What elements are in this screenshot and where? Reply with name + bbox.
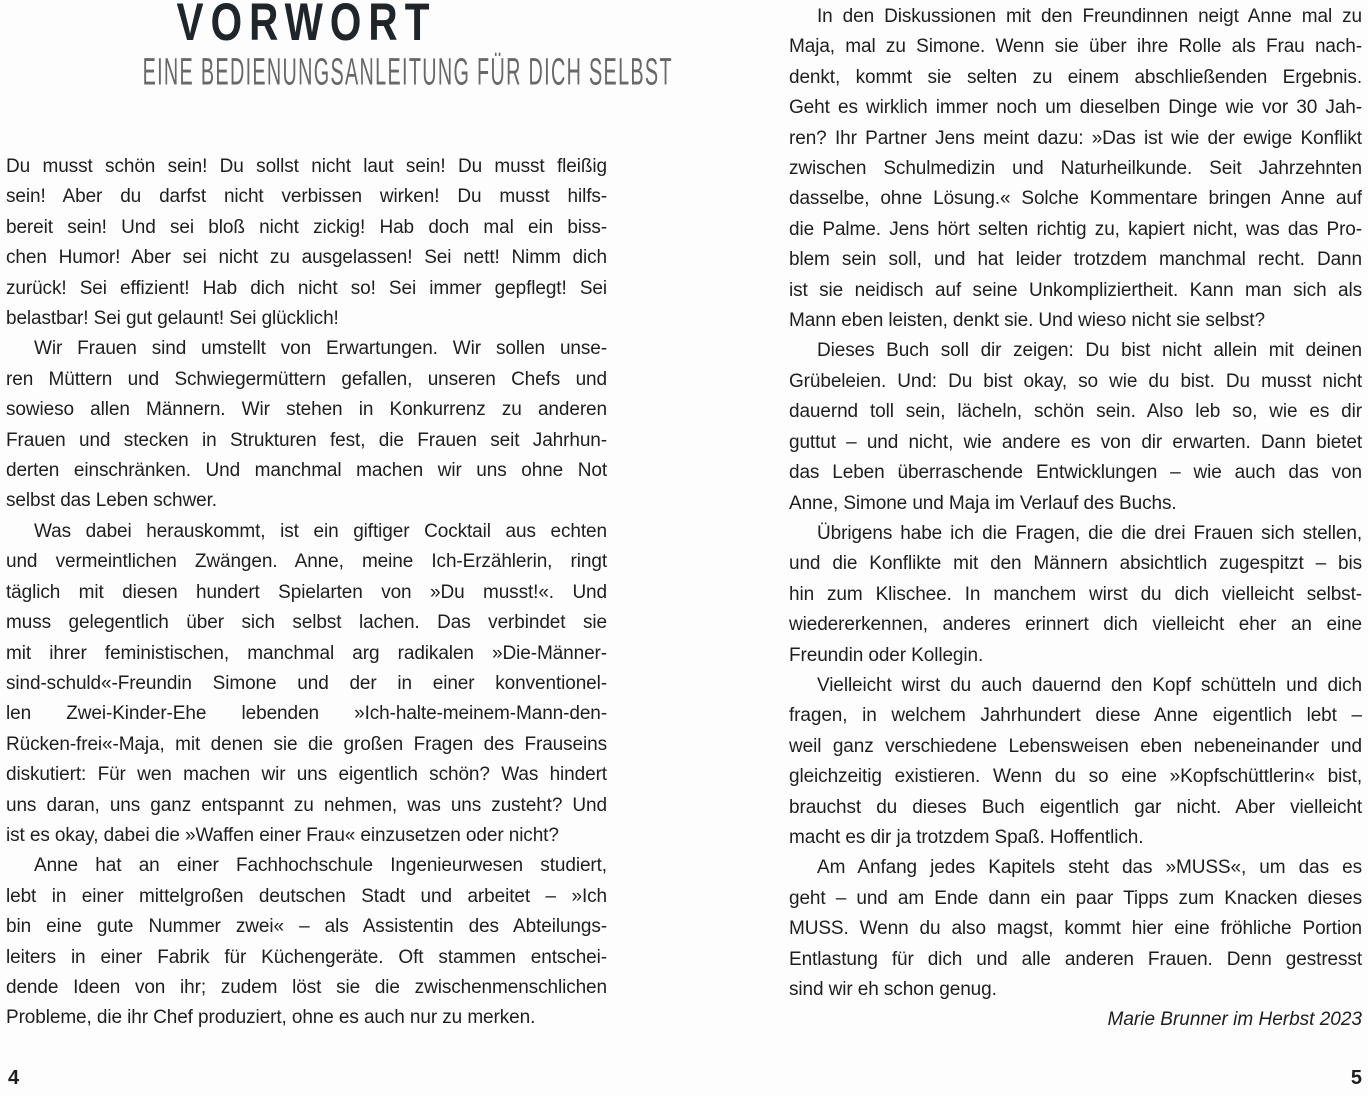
text-line: diskutiert: Für wen machen wir uns eigentlich schön? Was hindert — [6, 764, 607, 786]
text-line: ist es okay, dabei die »Waffen einer Frau« einzusetzen oder nicht? — [6, 824, 559, 846]
text-line: Maja, mal zu Simone. Wenn sie über ihre Rolle als Frau nach- — [789, 36, 1362, 58]
page-number-right: 5 — [1350, 1067, 1362, 1089]
text-line: sind-schuld«-Freundin Simone und der in einer konventionel- — [6, 672, 607, 694]
text-line: lebt in einer mittelgroßen deutschen Stadt und arbeitet – »Ich — [6, 885, 607, 907]
text-line: Übrigens habe ich die Fragen, die die drei Frauen sich stellen, — [817, 522, 1362, 544]
page-number-left: 4 — [8, 1067, 20, 1089]
text-line: Du musst schön sein! Du sollst nicht laut sein! Du musst fleißig — [6, 156, 607, 177]
paragraph — [6, 851, 607, 1033]
text-line: Anne hat an einer Fachhochschule Ingenieurwesen studiert, — [34, 855, 607, 877]
text-line: fragen, in welchem Jahrhundert diese Anne eigentlich lebt – — [789, 705, 1362, 727]
text-line: Was dabei herauskommt, ist ein giftiger Cocktail aus echten — [34, 520, 607, 542]
text-line: Mann eben leisten, denkt sie. Und wieso nicht sie selbst? — [789, 310, 1265, 332]
paragraph — [6, 152, 607, 334]
text-line: guttut – und nicht, wie andere es von dir erwarten. Dann bietet — [789, 431, 1362, 453]
text-line: gleichzeitig existieren. Wenn du so eine »Kopfschüttlerin« bist, — [789, 766, 1362, 788]
text-line: dauernd toll sein, lächeln, schön sein. Also leb so, wie es dir — [789, 401, 1362, 423]
text-line: Am Anfang jedes Kapitels steht das »MUSS«, um das es — [817, 857, 1362, 879]
text-line: geht – und am Ende dann ein paar Tipps zum Knacken dieses — [789, 887, 1362, 909]
text-line: hin zum Klischee. In manchem wirst du dich vielleicht selbst- — [789, 583, 1362, 605]
text-line: wiedererkennen, anderes erinnert dich vielleicht eher an eine — [789, 614, 1362, 636]
body-text-right — [789, 2, 1362, 1036]
text-line: muss gelegentlich über sich selbst lachen. Das verbindet sie — [6, 612, 607, 634]
text-line: Anne, Simone und Maja im Verlauf des Buchs. — [789, 492, 1177, 514]
paragraph — [789, 2, 1362, 336]
text-line: dasselbe, ohne Lösung.« Solche Kommentare bringen Anne auf — [789, 188, 1362, 210]
text-line: zurück! Sei effizient! Hab dich nicht so! Sei immer gepflegt! Sei — [6, 277, 607, 299]
page-left — [6, 0, 673, 1096]
paragraph — [6, 334, 607, 516]
text-line: und die Konflikte mit den Männern absichtlich zugespitzt – bis — [789, 553, 1362, 575]
text-line: Rücken-frei«-Maja, mit denen sie die großen Fragen des Frauseins — [6, 733, 607, 755]
text-line: In den Diskussionen mit den Freundinnen neigt Anne mal zu — [817, 6, 1362, 27]
text-line: Geht es wirklich immer noch um dieselben Dinge wie vor 30 Jah- — [789, 97, 1362, 119]
text-line: uns daran, uns ganz entspannt zu nehmen, was uns zusteht? Und — [6, 794, 607, 816]
text-line: zwischen Schulmedizin und Naturheilkunde. Seit Jahrzehnten — [789, 158, 1362, 180]
text-line: Dieses Buch soll dir zeigen: Du bist nicht allein mit deinen — [817, 340, 1362, 362]
text-line: leiters in einer Fabrik für Küchengeräte. Oft stammen entschei- — [6, 946, 607, 968]
text-line: und vermeintlichen Zwängen. Anne, meine Ich-Erzählerin, ringt — [6, 551, 607, 573]
text-line: blem sein soll, und hat leider trotzdem manchmal recht. Dann — [789, 249, 1362, 271]
paragraph — [789, 336, 1362, 518]
text-line: täglich mit diesen hundert Spielarten von »Du musst!«. Und — [6, 581, 607, 603]
text-line: dende Ideen von ihr; zudem löst sie die zwischenmenschlichen — [6, 976, 607, 998]
chapter-subtitle: EINE BEDIENUNGSANLEITUNG FÜR DICH SELBST — [142, 51, 673, 94]
page-right — [789, 0, 1362, 1096]
text-line: Frauen und stecken in Strukturen fest, die Frauen seit Jahrhun- — [6, 429, 607, 451]
text-line: Vielleicht wirst du auch dauernd den Kopf schütteln und dich — [817, 674, 1362, 696]
text-line: sein! Aber du darfst nicht verbissen wirken! Du musst hilfs- — [6, 186, 607, 208]
body-text-left — [6, 152, 607, 1034]
chapter-subtitle-wrap — [6, 51, 673, 94]
text-line: Entlastung für dich und alle anderen Frauen. Denn gestresst — [789, 948, 1362, 970]
text-line: weil ganz verschiedene Lebensweisen eben nebeneinander und — [789, 735, 1362, 757]
text-line: ren? Ihr Partner Jens meint dazu: »Das ist wie der ewige Konflikt — [789, 127, 1362, 149]
text-line: chen Humor! Aber sei nicht zu ausgelassen! Sei nett! Nimm dich — [6, 247, 607, 269]
text-line: macht es dir ja trotzdem Spaß. Hoffentlich. — [789, 826, 1144, 848]
paragraph — [789, 519, 1362, 671]
text-line: die Palme. Jens hört selten richtig zu, kapiert nicht, was das Pro- — [789, 218, 1362, 240]
chapter-title: VORWORT — [176, 0, 437, 52]
text-line: ren Müttern und Schwiegermüttern gefallen, unseren Chefs und — [6, 368, 607, 390]
text-line: Wir Frauen sind umstellt von Erwartungen. Wir sollen unse- — [34, 338, 607, 360]
text-line: das Leben überraschende Entwicklungen – wie auch das von — [789, 462, 1362, 484]
text-line: bin eine gute Nummer zwei« – als Assistentin des Abteilungs- — [6, 916, 607, 938]
paragraph — [789, 671, 1362, 853]
text-line: denkt, kommt sie selten zu einem abschließenden Ergebnis. — [789, 66, 1362, 88]
text-line: Freundin oder Kollegin. — [789, 644, 984, 666]
text-line: sind wir eh schon genug. — [789, 979, 997, 1000]
text-line: len Zwei-Kinder-Ehe lebenden »Ich-halte-meinem-Mann-den- — [6, 703, 607, 725]
text-line: belastbar! Sei gut gelaunt! Sei glücklich! — [6, 308, 339, 330]
paragraph — [6, 517, 607, 851]
paragraph — [789, 853, 1362, 1005]
text-line: Grübeleien. Und: Du bist okay, so wie du bist. Du musst nicht — [789, 370, 1362, 392]
text-line: Probleme, die ihr Chef produziert, ohne es auch nur zu merken. — [6, 1007, 536, 1029]
text-line: derten einschränken. Und manchmal machen wir uns ohne Not — [6, 460, 607, 482]
text-line: MUSS. Wenn du also magst, kommt hier eine fröhliche Portion — [789, 918, 1362, 940]
author-signature: Marie Brunner im Herbst 2023 — [1107, 1009, 1362, 1031]
text-line: mit ihrer feministischen, manchmal arg radikalen »Die-Männer- — [6, 642, 607, 664]
text-line: bereit sein! Und sei bloß nicht zickig! Hab doch mal ein biss- — [6, 216, 607, 238]
text-line: selbst das Leben schwer. — [6, 490, 217, 512]
text-line: brauchst du dieses Buch eigentlich gar nicht. Aber vielleicht — [789, 796, 1362, 818]
text-line: sowieso allen Männern. Wir stehen in Konkurrenz zu anderen — [6, 399, 607, 421]
text-line: ist sie neidisch auf seine Unkompliziertheit. Kann man sich als — [789, 279, 1362, 301]
paragraphs-right — [789, 2, 1362, 1005]
